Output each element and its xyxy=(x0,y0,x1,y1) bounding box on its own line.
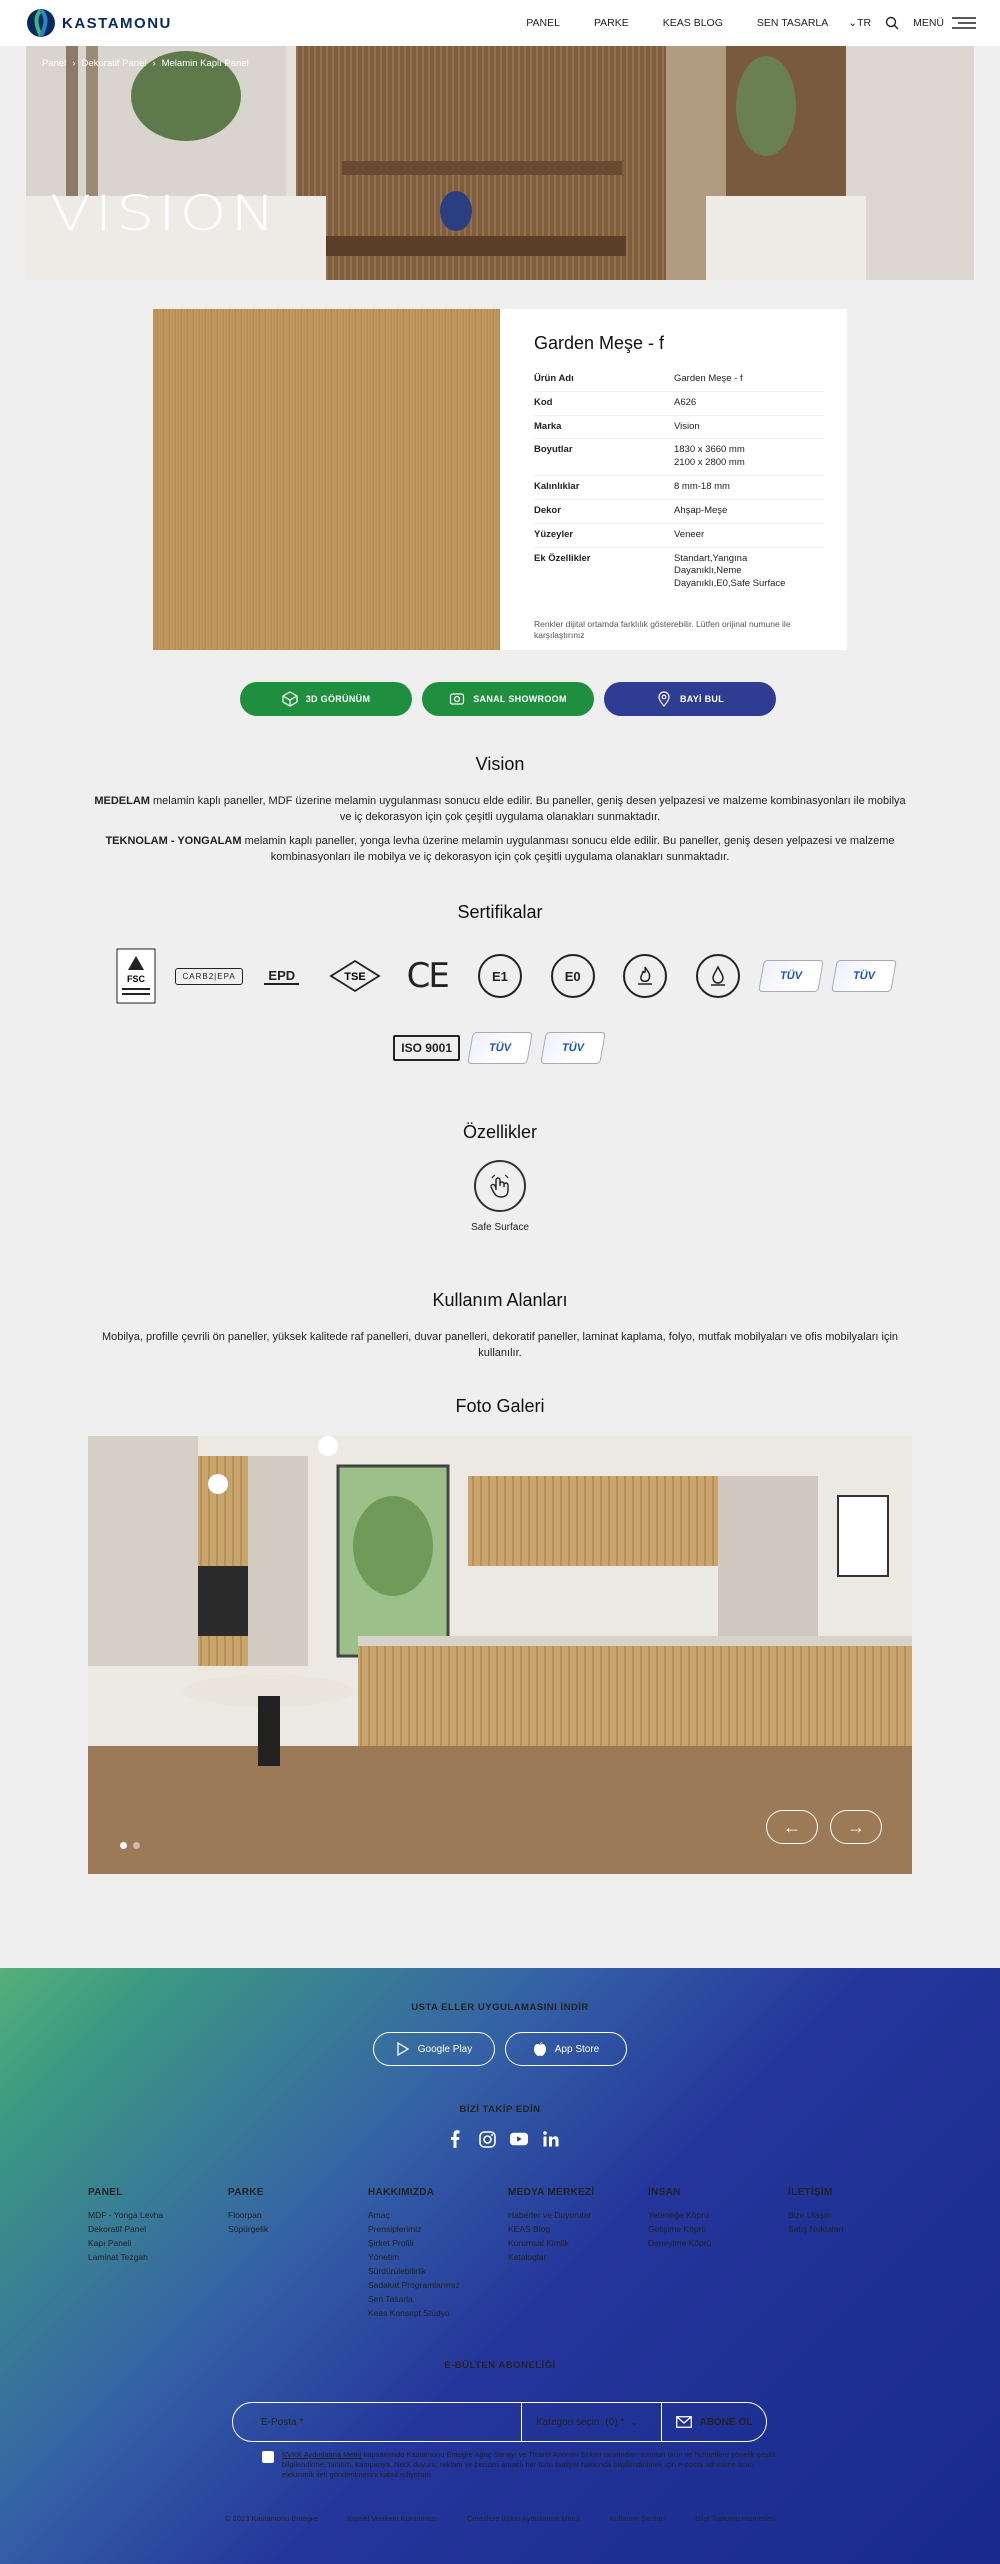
footer-link[interactable]: MDF - Yonga Levha xyxy=(88,2210,164,2220)
legal-link-cookies[interactable]: Çerezlere İlişkin Aydınlatma Metni xyxy=(466,2514,580,2523)
facebook-icon[interactable] xyxy=(446,2130,464,2148)
follow-us-heading: BİZİ TAKİP EDİN xyxy=(459,2104,541,2115)
hero-room-image xyxy=(26,46,974,280)
nav-item-keas-blog[interactable]: KEAS BLOG xyxy=(662,17,723,29)
features-heading: Özellikler xyxy=(462,1122,537,1142)
footer-link[interactable]: Dekoratif Panel xyxy=(88,2224,147,2234)
footer-col-heading: HAKKIMIZDA xyxy=(368,2187,435,2198)
ce-certificate xyxy=(393,948,461,1004)
language-selector[interactable] xyxy=(848,17,871,29)
ce-mark: CE xyxy=(406,956,448,996)
chevron-down-icon: ⌄ xyxy=(630,2416,639,2428)
instagram-icon[interactable] xyxy=(478,2130,496,2148)
breadcrumb-item-dekoratif-panel[interactable]: Dekoratif Panel xyxy=(81,58,147,69)
legal-link-terms[interactable]: Kullanım Şartları xyxy=(609,2514,666,2523)
footer-link[interactable]: Deneyime Köprü xyxy=(648,2238,712,2248)
hand-touch-icon xyxy=(474,1160,526,1212)
language-label: TR xyxy=(857,17,872,29)
spec-key: Dekor xyxy=(534,504,561,516)
spec-key: Kalınlıklar xyxy=(534,481,580,493)
3d-view-button[interactable] xyxy=(240,682,412,716)
feature-label: Safe Surface xyxy=(471,1222,529,1233)
category-select-label: Kategori seçin xyxy=(536,2416,600,2428)
showroom-icon xyxy=(449,691,465,707)
footer-link[interactable]: Laminat Tezgah xyxy=(88,2252,148,2262)
spec-row xyxy=(534,416,824,440)
tuv-badge: TÜV xyxy=(758,960,824,992)
footer-col-heading: PARKE xyxy=(228,2187,264,2198)
certificates-row-1 xyxy=(100,948,900,1004)
spec-value: Veneer xyxy=(674,528,705,540)
footer-link[interactable]: Sadakat Programlarımız xyxy=(368,2280,460,2290)
newsletter-heading: E-BÜLTEN ABONELİĞİ xyxy=(444,2360,556,2371)
spec-row xyxy=(534,392,824,416)
breadcrumb xyxy=(42,58,249,69)
svg-text:FSC: FSC xyxy=(127,974,146,984)
spec-value: 1830 x 3660 mm 2100 x 2800 mm xyxy=(674,444,745,469)
spec-row xyxy=(534,500,824,524)
footer-col-insan xyxy=(648,2186,778,2250)
spec-row xyxy=(534,548,824,596)
3d-view-label: 3D GÖRÜNÜM xyxy=(305,694,371,704)
footer-link[interactable]: Sürdürülebilirlik xyxy=(368,2266,427,2276)
logo-mark-icon xyxy=(26,8,56,38)
water-drop-icon xyxy=(696,954,740,998)
carb2-epa-label: CARB2|EPA xyxy=(175,968,242,985)
vision-heading: Vision xyxy=(475,754,525,774)
spec-value: Garden Meşe - f xyxy=(674,373,743,384)
legal-link-info-services[interactable]: Bilgi Toplumu Hizmetleri xyxy=(695,2514,776,2523)
spec-key: Boyutlar xyxy=(534,444,573,456)
product-card xyxy=(153,309,847,650)
footer-link[interactable]: Floorpan xyxy=(228,2210,262,2220)
newsletter-form xyxy=(232,2402,767,2442)
moisture-resistant-certificate xyxy=(684,948,752,1004)
linkedin-icon[interactable] xyxy=(542,2130,560,2148)
footer-link[interactable]: Yönetim xyxy=(368,2252,400,2262)
spec-row xyxy=(534,368,824,392)
spec-key: Kod xyxy=(534,396,553,408)
medelam-paragraph xyxy=(90,794,910,826)
fire-resistant-certificate xyxy=(611,948,679,1004)
apple-icon xyxy=(533,2041,547,2057)
spec-row xyxy=(534,439,824,476)
footer-link[interactable]: Amaç xyxy=(368,2210,390,2220)
nav-item-panel[interactable]: PANEL xyxy=(526,17,560,29)
footer-link[interactable]: Kataloglar xyxy=(508,2252,547,2262)
footer-link[interactable]: Keas Konsept Stüdyo xyxy=(368,2308,450,2318)
hamburger-menu-icon[interactable] xyxy=(952,16,976,30)
breadcrumb-item-panel[interactable]: Panel xyxy=(42,58,67,69)
legal-links xyxy=(0,2514,1000,2523)
tuv-certificate xyxy=(466,1020,534,1076)
photo-gallery-slider[interactable] xyxy=(88,1436,912,1874)
feature-safe-surface xyxy=(460,1160,540,1233)
youtube-icon[interactable] xyxy=(510,2130,528,2148)
subscribe-button[interactable] xyxy=(662,2416,766,2428)
breadcrumb-separator: › xyxy=(72,58,76,69)
gallery-heading: Foto Galeri xyxy=(455,1396,545,1416)
footer-link[interactable]: Kurumsal Kimlik xyxy=(508,2238,569,2248)
consent-text: kapsamında Kastamonu Entegre Ağaç Sanayi ve Ticaret Anonim Şirketi tarafından sunulan ürün ve hizmetlere yönelik çeşitli bilgilendirme, tanıtım, kampanya, NetX duyuru, reklam ve benzeri amaçlı her türlü faaliyet hakkında bilgilendirilmek için e-posta adresime ticari elektronik ileti gönderilmesini kabul ediyorum xyxy=(282,2450,776,2479)
spec-row xyxy=(534,524,824,548)
medelam-text: melamin kaplı paneller, MDF üzerine melamin uygulanması sonucu elde edilir. Bu paneller, geniş desen yelpazesi ve malzeme kombinasyonları ile mobilya ve iç dekorasyon için çok çeşitli uygulama olanakları sunmaktadır. xyxy=(149,795,906,823)
fsc-logo-icon xyxy=(116,948,156,1004)
app-store-label: App Store xyxy=(554,2043,600,2055)
teknolam-paragraph xyxy=(90,834,910,866)
tuv-certificate xyxy=(830,948,898,1004)
teknolam-bold: TEKNOLAM - YONGALAM xyxy=(105,835,242,847)
subscribe-label: ABONE OL xyxy=(699,2416,753,2428)
pagination-dot[interactable] xyxy=(133,1842,140,1849)
location-pin-icon xyxy=(656,691,672,707)
find-dealer-label: BAYİ BUL xyxy=(679,694,725,704)
footer-col-heading: MEDYA MERKEZİ xyxy=(508,2187,595,2198)
footer-col-heading: İNSAN xyxy=(648,2187,681,2198)
gallery-prev-button[interactable] xyxy=(766,1810,818,1844)
app-download-heading: USTA ELLER UYGULAMASINI İNDİR xyxy=(411,2002,589,2013)
tuv-certificate xyxy=(757,948,825,1004)
footer-col-heading: İLETİŞİM xyxy=(788,2187,833,2198)
color-disclaimer: Renkler dijital ortamda farklılık gösterebilir. Lütfen orijinal numune ile karşılaştırınız xyxy=(534,619,791,641)
carb2-epa-certificate xyxy=(175,948,243,1004)
spec-key: Ürün Adı xyxy=(534,373,574,384)
email-field[interactable]: E-Posta * xyxy=(233,2403,522,2441)
breadcrumb-separator: › xyxy=(152,58,156,69)
copyright: © 2023 Kastamonu Entegre xyxy=(224,2514,318,2523)
product-texture-image[interactable] xyxy=(153,309,500,650)
teknolam-text: melamin kaplı paneller, yonga levha üzerine melamin uygulanması sonucu elde edilir. Bu paneller, geniş desen yelpazesi ve malzeme kombinasyonları ile mobilya ve iç dekorasyon için çok çeşitli uygulama olanakları sunmaktadır. xyxy=(241,835,895,863)
footer-link[interactable]: Bize Ulaşın xyxy=(788,2210,831,2220)
gallery-next-button[interactable] xyxy=(830,1810,882,1844)
nav-item-parke[interactable]: PARKE xyxy=(593,17,629,29)
tuv-badge: TÜV xyxy=(831,960,897,992)
certificates-heading: Sertifikalar xyxy=(457,902,543,922)
kastamonu-logo[interactable] xyxy=(26,8,172,38)
hero-title: VISION xyxy=(50,186,280,242)
footer-link[interactable]: Şirket Profili xyxy=(368,2238,414,2248)
footer-link[interactable]: Sen Tasarla xyxy=(368,2294,413,2304)
tse-logo-icon xyxy=(329,959,381,993)
tuv-certificate xyxy=(539,1020,607,1076)
spec-value: Ahşap-Meşe xyxy=(674,504,728,516)
find-dealer-button[interactable] xyxy=(604,682,776,716)
gallery-pagination xyxy=(120,1842,140,1849)
spec-value: 8 mm-18 mm xyxy=(674,481,730,493)
footer-col-hakkimizda xyxy=(368,2186,498,2320)
menu-label[interactable]: MENÜ xyxy=(913,17,944,29)
nav-item-sen-tasarla[interactable]: SEN TASARLA xyxy=(756,17,829,29)
virtual-showroom-button[interactable] xyxy=(422,682,594,716)
kvkk-link[interactable]: KVKK Aydınlatma Metni xyxy=(282,2450,362,2459)
virtual-showroom-label: SANAL SHOWROOM xyxy=(473,694,567,704)
app-store-button[interactable] xyxy=(505,2032,627,2066)
arrow-right-icon: → xyxy=(847,1816,865,1837)
tuv-badge: TÜV xyxy=(467,1032,533,1064)
top-navigation-bar xyxy=(0,0,1000,46)
tuv-badge: TÜV xyxy=(540,1032,606,1064)
google-play-icon xyxy=(396,2042,410,2056)
usage-text: Mobilya, profille çevrili ön paneller, yüksek kalitede raf panelleri, duvar panelleri, dekoratif paneller, laminat kaplama, folyo, mutfak mobilyaları ve ofis mobilyaları için kullanılır. xyxy=(101,1331,899,1359)
medelam-bold: MEDELAM xyxy=(94,795,150,807)
category-count: (0) * xyxy=(605,2416,625,2428)
footer-col-panel xyxy=(88,2186,218,2264)
spec-value: Standart,Yangına Dayanıklı,Neme Dayanıklı,E0,Safe Surface xyxy=(674,552,786,590)
footer-link[interactable]: Kapı Paneli xyxy=(88,2238,132,2248)
consent-checkbox[interactable] xyxy=(262,2451,274,2463)
e1-certificate xyxy=(466,948,534,1004)
iso-9001-certificate xyxy=(393,1020,461,1076)
legal-link-kvkk[interactable]: Kişisel Verilerin Korunması xyxy=(347,2514,437,2523)
main-nav xyxy=(492,0,976,46)
usage-heading: Kullanım Alanları xyxy=(432,1290,568,1310)
spec-row xyxy=(534,476,824,500)
certificates-row-2 xyxy=(390,1020,610,1076)
kitchen-photo xyxy=(88,1436,912,1874)
footer-link[interactable]: Gelişime Köprü xyxy=(648,2224,707,2234)
footer-link[interactable]: Süpürgelik xyxy=(228,2224,269,2234)
footer-col-iletisim xyxy=(788,2186,918,2236)
fsc-certificate xyxy=(102,948,170,1004)
footer-col-medya xyxy=(508,2186,638,2264)
footer-link[interactable]: Yeteneğe Köprü xyxy=(648,2210,709,2220)
brand-name: KASTAMONU xyxy=(62,14,172,32)
footer-col-parke xyxy=(228,2186,358,2236)
e0-certificate xyxy=(539,948,607,1004)
footer-col-heading: PANEL xyxy=(88,2187,123,2198)
e1-badge: E1 xyxy=(478,954,522,998)
footer-link[interactable]: Prensiplerimiz xyxy=(368,2224,422,2234)
svg-text:TSE: TSE xyxy=(343,971,366,983)
footer-link[interactable]: Haberler ve Duyurular xyxy=(508,2210,592,2220)
product-title: Garden Meşe - f xyxy=(534,333,665,353)
footer-link[interactable]: Satış Noktaları xyxy=(788,2224,844,2234)
hero-banner xyxy=(26,46,974,280)
spec-value: Vision xyxy=(674,420,700,432)
category-select[interactable] xyxy=(522,2403,662,2441)
arrow-left-icon: ← xyxy=(783,1816,801,1837)
social-links xyxy=(446,2130,560,2148)
google-play-button[interactable] xyxy=(373,2032,495,2066)
product-actions xyxy=(240,682,776,716)
epd-label: EPD xyxy=(264,968,299,985)
spec-key: Marka xyxy=(534,420,562,432)
mail-icon xyxy=(676,2416,692,2428)
cube-icon xyxy=(282,691,298,707)
spec-key: Yüzeyler xyxy=(534,528,574,540)
spec-key: Ek Özellikler xyxy=(534,552,591,564)
spec-value: A626 xyxy=(674,396,697,408)
tse-certificate xyxy=(321,948,389,1004)
epd-certificate xyxy=(248,948,316,1004)
iso-9001-badge: ISO 9001 xyxy=(393,1035,460,1061)
consent-text-wrapper xyxy=(282,2450,782,2480)
footer-link[interactable]: KEAS Blog xyxy=(508,2224,551,2234)
e0-badge: E0 xyxy=(551,954,595,998)
product-info xyxy=(534,333,824,596)
chevron-down-icon: ⌄ xyxy=(848,17,858,29)
pagination-dot[interactable] xyxy=(120,1842,127,1849)
fire-icon xyxy=(623,954,667,998)
breadcrumb-item-melamin[interactable]: Melamin Kaplı Panel xyxy=(161,58,249,69)
google-play-label: Google Play xyxy=(417,2043,473,2055)
kvkk-consent xyxy=(262,2450,782,2480)
search-icon[interactable] xyxy=(885,16,899,30)
